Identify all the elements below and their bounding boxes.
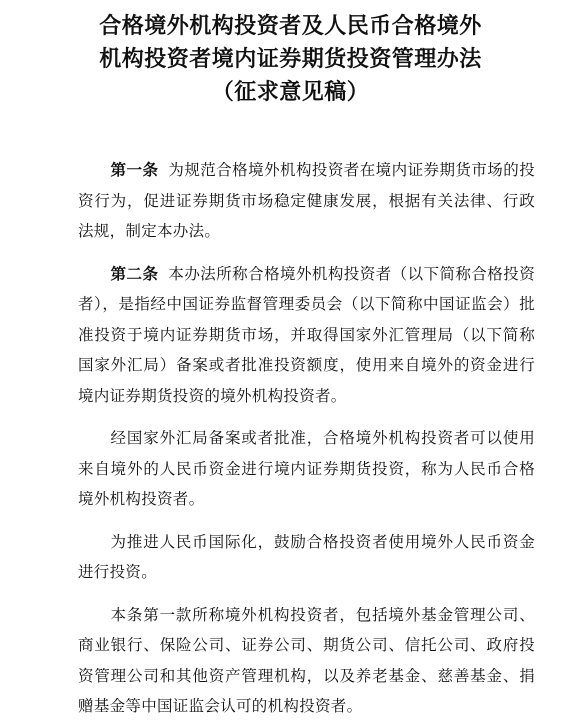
title-line-1: 合格境外机构投资者及人民币合格境外 (99, 14, 482, 39)
paragraph-text: 本办法所称合格境外机构投资者（以下简称合格投资者），是指经中国证券监督管理委员会（以下简称中国证监会）批准投资于境内证券期货市场，并取得国家外汇管理局（以下简称国家外汇局）备案或者批准投资额度，使用来自境外的资金进行境内证券期货投资的境外机构投资者。 (78, 264, 535, 405)
paragraph-text: 经国家外汇局备案或者批准，合格境外机构投资者可以使用来自境外的人民币资金进行境内证券期货投资，称为人民币合格境外机构投资者。 (78, 429, 535, 508)
paragraph-text: 为推进人民币国际化，鼓励合格投资者使用境外人民币资金进行投资。 (78, 532, 535, 581)
paragraph-article-2 (78, 259, 535, 412)
paragraph-text: 为规范合格境外机构投资者在境内证券期货市场的投资行为，促进证券期货市场稳定健康发展，根据有关法律、行政法规，制定本办法。 (78, 161, 535, 240)
title-line-2: 机构投资者境内证券期货投资管理办法 (99, 47, 482, 72)
article-number: 第二条 (110, 264, 159, 283)
paragraph-4 (78, 527, 535, 588)
title-line-3: （征求意见稿） (211, 80, 370, 105)
document-title (46, 10, 535, 109)
document-body (78, 155, 535, 722)
article-number: 第一条 (110, 161, 159, 179)
paragraph-text: 本条第一款所称境外机构投资者，包括境外基金管理公司、商业银行、保险公司、证券公司、期货公司、信托公司、政府投资管理公司和其他资产管理机构，以及养老基金、慈善基金、捐赠基金等中国证监会认可的机构投资者。 (78, 605, 535, 715)
paragraph-article-1 (78, 155, 535, 247)
paragraph-5 (78, 600, 535, 722)
paragraph-3 (78, 423, 535, 515)
